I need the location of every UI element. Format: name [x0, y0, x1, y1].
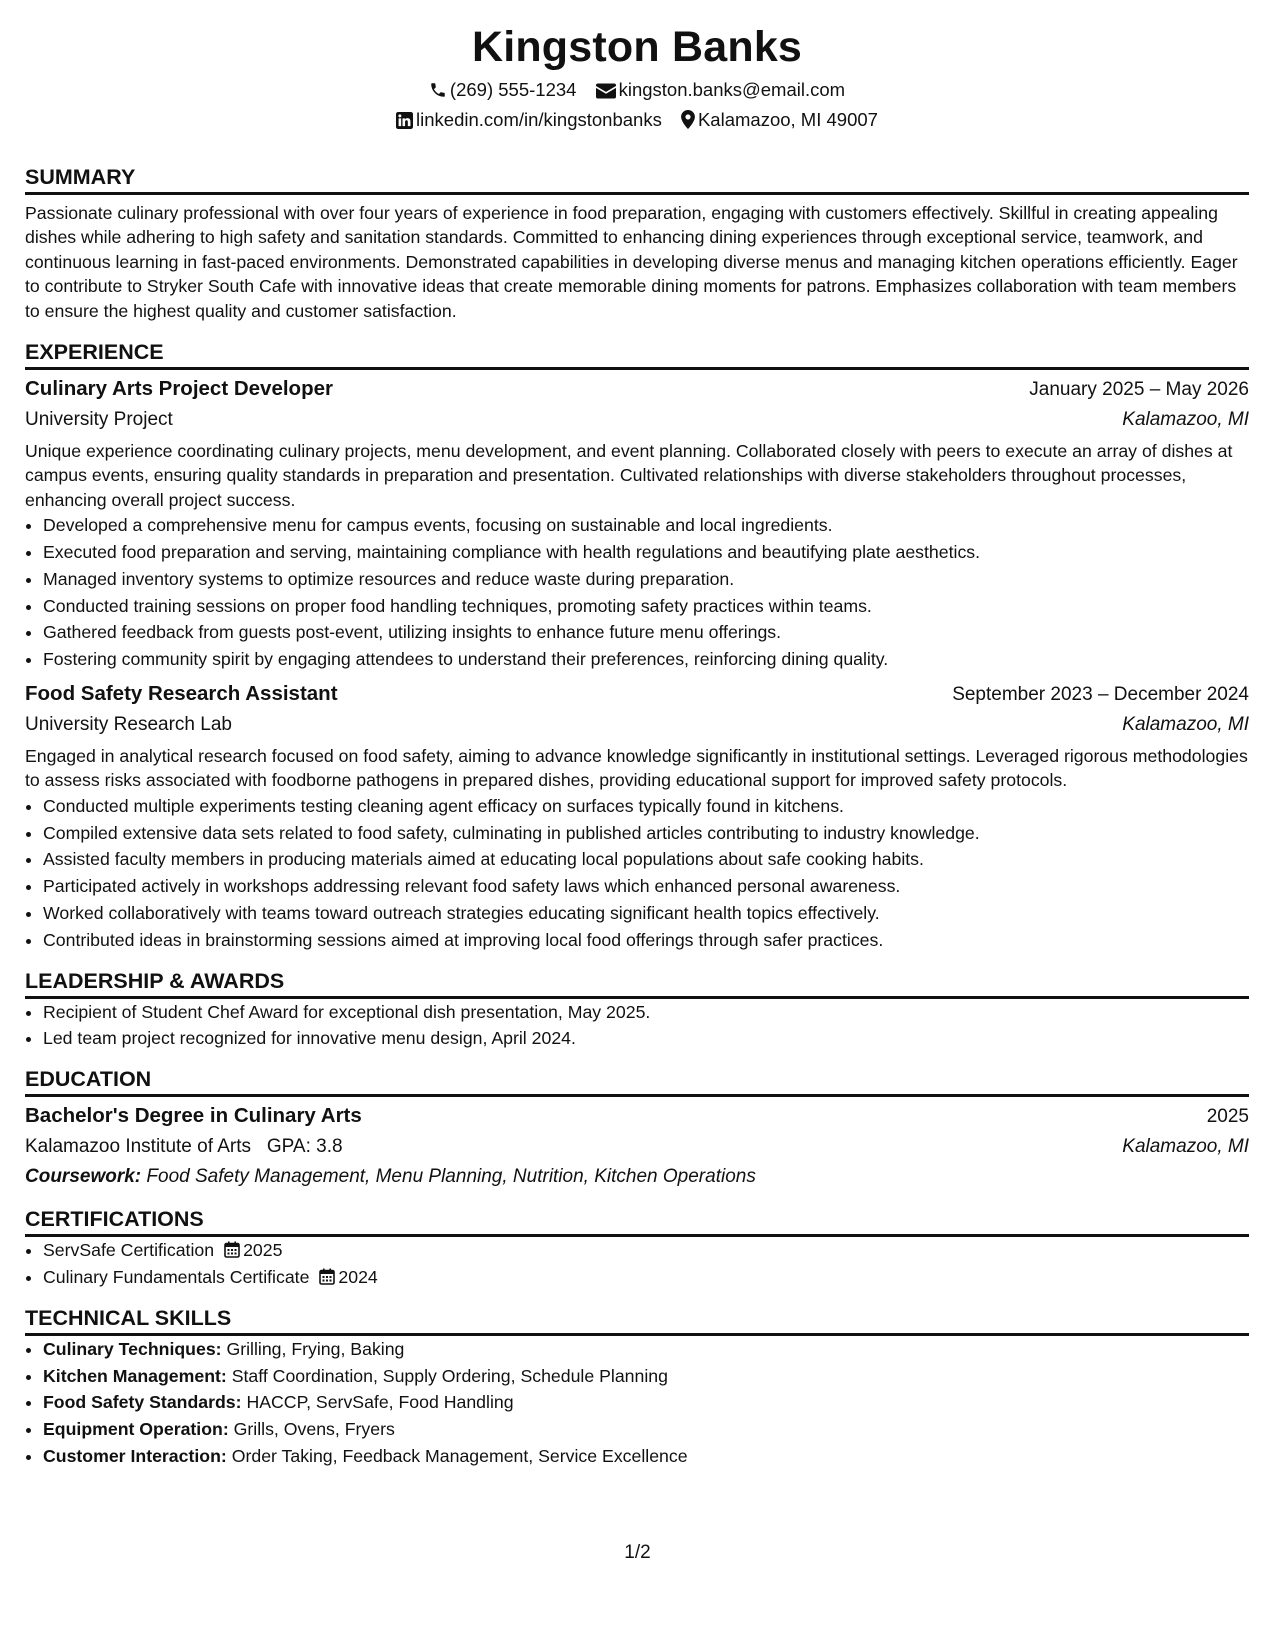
list-item [43, 1264, 1249, 1291]
list-item: • Worked collaboratively with teams toward outreach strategies educating significant health topics effectively. [43, 900, 1249, 927]
experience-heading: EXPERIENCE [25, 339, 1249, 370]
calendar-icon [224, 1241, 240, 1258]
list-item: • Developed a comprehensive menu for campus events, focusing on sustainable and local ingredients. [43, 512, 1249, 539]
certification-name: Culinary Fundamentals Certificate [43, 1267, 310, 1288]
envelope-icon [596, 83, 616, 99]
leadership-heading: LEADERSHIP & AWARDS [25, 968, 1249, 999]
job-location: Kalamazoo, MI [1122, 714, 1249, 736]
list-item [43, 1336, 1249, 1363]
list-item: • Contributed ideas in brainstorming sessions aimed at improving local food offerings through safer practices. [43, 927, 1249, 954]
skill-value: Order Taking, Feedback Management, Service Excellence [231, 1446, 688, 1466]
summary-text: Passionate culinary professional with over four years of experience in food preparation, engaging with customers effectively. Skillful in creating appealing dishes while adhering to high safety and sanitation standards. Committed to enhancing dining experiences through exceptional service, teamwork, and continuous learning in fast-paced environments. Demonstrated capabilities in developing diverse menus and managing kitchen operations efficiently. Eager to contribute to Stryker South Cafe with innovative ideas that create memorable dining moments for patrons. Emphasizes collaboration with team members to ensure the highest quality and customer satisfaction. [25, 203, 1238, 321]
skill-value: Grills, Ovens, Fryers [233, 1419, 395, 1440]
job-title: Culinary Arts Project Developer [25, 377, 333, 401]
location-contact [681, 106, 878, 134]
candidate-name: Kingston Banks [471, 23, 803, 71]
phone-icon [429, 81, 447, 99]
list-item: • Recipient of Student Chef Award for exceptional dish presentation, May 2025. [43, 999, 1249, 1026]
linkedin-icon [396, 112, 413, 129]
email-text: kingston.banks@email.com [618, 79, 846, 100]
certification-year: 2024 [338, 1267, 378, 1288]
list-item: • Fostering community spirit by engaging attendees to understand their preferences, reinforcing dining quality. [43, 646, 1249, 673]
job-dates: September 2023 – December 2024 [952, 684, 1249, 706]
calendar-icon [319, 1268, 335, 1285]
leadership-list [25, 999, 1249, 1053]
certifications-list [25, 1237, 1249, 1291]
job-bullets [25, 512, 1249, 673]
job-organization: University Project [25, 409, 173, 431]
education-heading: EDUCATION [25, 1066, 1249, 1097]
list-item [43, 1443, 1249, 1470]
list-item: • Managed inventory systems to optimize resources and reduce waste during preparation. [43, 566, 1249, 593]
skill-label: Kitchen Management: [43, 1365, 227, 1386]
skill-label: Food Safety Standards: [43, 1392, 242, 1413]
job-dates: January 2025 – May 2026 [1029, 379, 1249, 401]
list-item: • Participated actively in workshops addressing relevant food safety laws which enhanced personal awareness. [43, 873, 1249, 900]
job-organization: University Research Lab [25, 714, 232, 736]
list-item [43, 1363, 1249, 1390]
coursework-label: Coursework: [25, 1166, 142, 1188]
list-item: • Conducted multiple experiments testing cleaning agent efficacy on surfaces typically found in kitchens. [43, 793, 1249, 820]
list-item: • Conducted training sessions on proper food handling techniques, promoting safety practices within teams. [43, 593, 1249, 620]
certification-name: ServSafe Certification [43, 1240, 215, 1261]
email-contact[interactable] [596, 76, 846, 104]
list-item: • Led team project recognized for innovative menu design, April 2024. [43, 1025, 1249, 1052]
skill-label: Equipment Operation: [43, 1419, 229, 1440]
summary-heading: SUMMARY [25, 164, 1249, 195]
skills-heading: TECHNICAL SKILLS [25, 1305, 1249, 1336]
contact-row-1 [25, 76, 1249, 104]
skill-value: Grilling, Frying, Baking [226, 1338, 405, 1359]
phone-text: (269) 555-1234 [449, 79, 577, 100]
map-pin-icon [681, 110, 695, 129]
skills-list [25, 1336, 1249, 1470]
linkedin-contact[interactable] [396, 106, 662, 134]
coursework-list: Food Safety Management, Menu Planning, Nutrition, Kitchen Operations [146, 1166, 756, 1188]
location-text: Kalamazoo, MI 49007 [697, 109, 878, 130]
degree-title: Bachelor's Degree in Culinary Arts [25, 1104, 362, 1128]
certification-year: 2025 [243, 1240, 283, 1261]
list-item [43, 1416, 1249, 1443]
graduation-year: 2025 [1206, 1106, 1249, 1128]
job-description: Engaged in analytical research focused on food safety, aiming to advance knowledge significantly in institutional settings. Leveraged rigorous methodologies to assess risks associated with foodborne pathogens in prepared dishes, providing educational support for improved safety protocols. [25, 746, 1248, 791]
list-item: • Executed food preparation and serving, maintaining compliance with health regulations and beautifying plate aesthetics. [43, 539, 1249, 566]
job-description: Unique experience coordinating culinary projects, menu development, and event planning. Collaborated closely with peers to execute an array of dishes at campus events, ensuring quality standards in preparation and presentation. Cultivated relationships with diverse stakeholders throughout processes, enhancing overall project success. [25, 441, 1233, 510]
gpa: GPA: 3.8 [266, 1136, 343, 1158]
linkedin-text: linkedin.com/in/kingstonbanks [416, 109, 662, 130]
school-name: Kalamazoo Institute of Arts [25, 1136, 252, 1158]
list-item: • Compiled extensive data sets related to food safety, culminating in published articles contributing to industry knowledge. [43, 820, 1249, 847]
skill-value: Staff Coordination, Supply Ordering, Schedule Planning [231, 1365, 668, 1386]
education-entry [25, 1101, 1249, 1192]
job-bullets [25, 793, 1249, 954]
contact-row-2 [25, 106, 1249, 134]
page-number: 1/2 [624, 1542, 651, 1563]
list-item: • Gathered feedback from guests post-event, utilizing insights to enhance future menu offerings. [43, 619, 1249, 646]
skill-label: Culinary Techniques: [43, 1338, 222, 1359]
job-entry [25, 374, 1249, 673]
job-location: Kalamazoo, MI [1122, 409, 1249, 431]
coursework [25, 1162, 1249, 1192]
resume-page [25, 20, 1249, 1470]
school-location: Kalamazoo, MI [1122, 1136, 1249, 1158]
certifications-heading: CERTIFICATIONS [25, 1206, 1249, 1237]
phone-contact [429, 76, 577, 104]
job-title: Food Safety Research Assistant [25, 682, 338, 706]
list-item [43, 1237, 1249, 1264]
skill-value: HACCP, ServSafe, Food Handling [246, 1392, 514, 1413]
list-item: • Assisted faculty members in producing materials aimed at educating local populations about safe cooking habits. [43, 846, 1249, 873]
job-entry [25, 679, 1249, 954]
skill-label: Customer Interaction: [43, 1446, 227, 1466]
list-item [43, 1389, 1249, 1416]
